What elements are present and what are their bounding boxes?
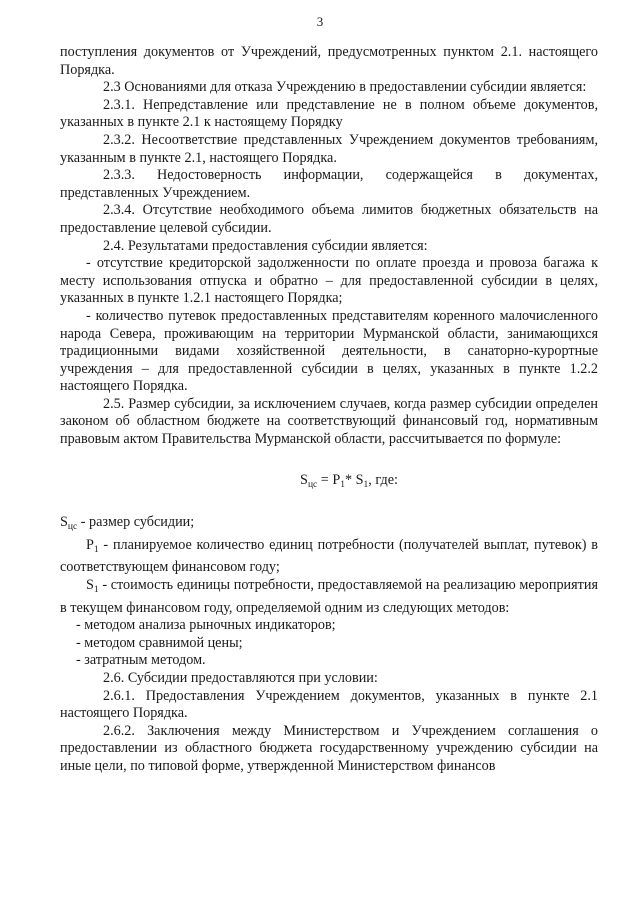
definition-scs: $S_{цс}$ - размер субсидии; [60, 514, 195, 533]
definition-s1: $S_1$ - стоимость единицы потребности, предоставляемой на реализацию мероприятия в текущем финансовом году, определяемой одним из следующих методов: [60, 577, 598, 616]
paragraph-continuation: поступления документов от Учреждений, предусмотренных пунктом 2.1. настоящего Порядка. [60, 44, 598, 78]
subsidy-formula: $S_{цс} = P_1*$ $S_1$, где: [300, 471, 398, 490]
paragraph-2-4: 2.4. Результатами предоставления субсидии является: [103, 237, 428, 254]
definition-p1: $P_1$ - планируемое количество единиц потребности (получателей выплат, путевок) в соответствующем финансовом году; [60, 536, 598, 576]
result-item-2: - количество путевок предоставленных представителям коренного малочисленного народа Севера, проживающим на территории Мурманской области, занимающихся традиционными видами хозяйственной деятельности, в санаторно-курортные учреждения – для предоставленной субсидии в целях, указанных в пункте 1.2.2 настоящего Порядка. [60, 307, 598, 395]
paragraph-2-3-3: 2.3.3. Недостоверность информации, содержащейся в документах, представленных Учреждением. [60, 167, 598, 201]
paragraph-2-3-1: 2.3.1. Непредставление или представление не в полном объеме документов, указанных в пункте 2.1 к настоящему Порядку [60, 96, 598, 131]
result-item-1: - отсутствие кредиторской задолженности по оплате проезда и провоза багажа к месту использования отпуска и обратно – для предоставленной субсидии в целях, указанных в пункте 1.2.1 настоящего Порядка; [60, 255, 598, 307]
document-body [60, 44, 598, 776]
paragraph-2-3-2: 2.3.2. Несоответствие представленных Учреждением документов требованиям, указанным в пункте 2.1, настоящего Порядка. [60, 131, 598, 166]
method-item-1: - методом анализа рыночных индикаторов; [76, 617, 336, 634]
paragraph-2-5: 2.5. Размер субсидии, за исключением случаев, когда размер субсидии определен законом об областном бюджете на соответствующий финансовый год, нормативным правовым актом Правительства Мурманской области, рассчитывается по формуле: [60, 395, 598, 448]
paragraph-2-6-1: 2.6.1. Предоставления Учреждением документов, указанных в пункте 2.1 настоящего Порядка. [60, 687, 598, 722]
page-number: 3 [316, 14, 324, 29]
paragraph-2-6: 2.6. Субсидии предоставляются при условии: [103, 670, 378, 686]
method-item-3: - затратным методом. [76, 652, 206, 669]
paragraph-2-6-2: 2.6.2. Заключения между Министерством и Учреждением соглашения о предоставлении из областного бюджета государственному учреждению субсидии на иные цели, по типовой форме, утвержденной Министерством финансов [60, 722, 598, 774]
method-item-2: - методом сравнимой цены; [76, 634, 243, 651]
paragraph-2-3-4: 2.3.4. Отсутствие необходимого объема лимитов бюджетных обязательств на предоставление целевой субсидии. [60, 202, 598, 236]
paragraph-2-3: 2.3 Основаниями для отказа Учреждению в предоставлении субсидии является: [103, 79, 587, 96]
